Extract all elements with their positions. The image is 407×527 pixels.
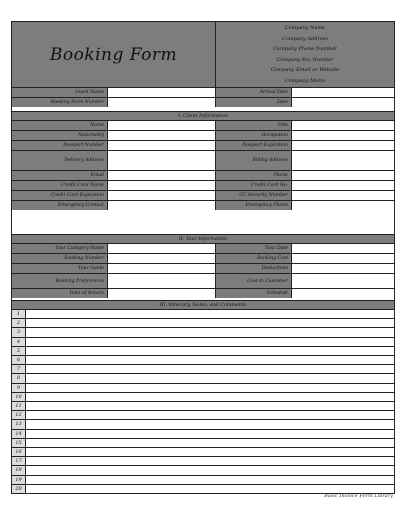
line-number: 11 (12, 402, 26, 410)
line-input[interactable] (26, 328, 394, 336)
line-input[interactable] (26, 319, 394, 327)
section-tour-information: II. Tour Information (12, 234, 394, 243)
top-row-1 (12, 87, 394, 97)
line-input[interactable] (26, 393, 394, 401)
field-label: Credit Card No. (216, 181, 292, 190)
field-input[interactable] (108, 151, 216, 170)
field-label: Name (12, 121, 108, 130)
field-label: Delivery Address (12, 151, 108, 170)
field-label: Emergency Phone (216, 201, 292, 210)
field-row (12, 180, 394, 190)
booking-number-label: Booking Form Number (12, 98, 108, 107)
line-input[interactable] (26, 365, 394, 373)
line-number: 2 (12, 319, 26, 327)
field-row (12, 150, 394, 170)
field-input[interactable] (292, 201, 394, 210)
field-label: Email (12, 171, 108, 180)
line-input[interactable] (26, 384, 394, 392)
guest-name-field[interactable] (108, 88, 216, 97)
line-input[interactable] (26, 402, 394, 410)
company-info (216, 22, 394, 87)
line-number: 9 (12, 384, 26, 392)
line-input[interactable] (26, 476, 394, 484)
line-input[interactable] (26, 439, 394, 447)
field-input[interactable] (108, 201, 216, 210)
field-label: Credit Card Name (12, 181, 108, 190)
itinerary-line (12, 465, 394, 474)
line-number: 18 (12, 466, 26, 474)
top-row-2 (12, 97, 394, 107)
field-input[interactable] (108, 244, 216, 253)
company-fax: Company Fax Number (276, 56, 334, 63)
line-number: 17 (12, 457, 26, 465)
field-label: Occupation (216, 131, 292, 140)
field-input[interactable] (108, 264, 216, 273)
date-label: Date (216, 98, 292, 107)
line-number: 12 (12, 411, 26, 419)
section-itinerary-notes: III. Itinerary, Notes, and Comments (12, 300, 394, 309)
line-input[interactable] (26, 411, 394, 419)
field-label: Credit Card Expiration (12, 191, 108, 200)
field-input[interactable] (108, 289, 216, 298)
field-label: Nationality (12, 131, 108, 140)
itinerary-line (12, 392, 394, 401)
line-number: 20 (12, 485, 26, 493)
date-field[interactable] (292, 98, 394, 107)
field-label: Cost to Customer (216, 274, 292, 288)
line-input[interactable] (26, 420, 394, 428)
field-input[interactable] (292, 151, 394, 170)
title-box (12, 22, 216, 87)
field-label: Booking Preferences (12, 274, 108, 288)
field-input[interactable] (292, 289, 394, 298)
itinerary-line (12, 309, 394, 318)
field-input[interactable] (292, 181, 394, 190)
field-label: CC Security Number (216, 191, 292, 200)
line-input[interactable] (26, 466, 394, 474)
field-label: Deductions (216, 264, 292, 273)
field-input[interactable] (108, 274, 216, 288)
line-input[interactable] (26, 457, 394, 465)
field-input[interactable] (292, 274, 394, 288)
itinerary-line (12, 429, 394, 438)
line-input[interactable] (26, 347, 394, 355)
line-number: 5 (12, 347, 26, 355)
field-label: Passport Number (12, 141, 108, 150)
field-input[interactable] (292, 141, 394, 150)
line-input[interactable] (26, 310, 394, 318)
line-number: 16 (12, 448, 26, 456)
itinerary-line (12, 484, 394, 493)
arrival-date-label: Arrival Date (216, 88, 292, 97)
field-label: Schedule (216, 289, 292, 298)
field-input[interactable] (108, 191, 216, 200)
line-input[interactable] (26, 485, 394, 493)
field-label: Passport Expiration (216, 141, 292, 150)
field-input[interactable] (292, 244, 394, 253)
company-name: Company Name (284, 25, 326, 31)
company-motto: Company Motto (284, 77, 326, 84)
booking-number-field[interactable] (108, 98, 216, 107)
itinerary-line (12, 401, 394, 410)
line-input[interactable] (26, 430, 394, 438)
itinerary-line (12, 364, 394, 373)
guest-name-label: Guest Name (12, 88, 108, 97)
company-phone: Company Phone Number (273, 46, 337, 52)
line-number: 6 (12, 356, 26, 364)
field-row (12, 190, 394, 200)
line-number: 14 (12, 430, 26, 438)
itinerary-line (12, 438, 394, 447)
line-input[interactable] (26, 338, 394, 346)
field-row (12, 263, 394, 273)
field-label: Booking Cost (216, 254, 292, 263)
itinerary-line (12, 475, 394, 484)
footer-note: Basic Invoice Form Library (324, 493, 393, 499)
line-number: 3 (12, 328, 26, 336)
line-number: 8 (12, 374, 26, 382)
line-number: 19 (12, 476, 26, 484)
field-input[interactable] (108, 121, 216, 130)
field-input[interactable] (292, 191, 394, 200)
company-address: Company Address (282, 35, 328, 42)
line-input[interactable] (26, 374, 394, 382)
field-input[interactable] (108, 171, 216, 180)
line-number: 15 (12, 439, 26, 447)
itinerary-line (12, 346, 394, 355)
line-number: 1 (12, 310, 26, 318)
field-input[interactable] (292, 131, 394, 140)
field-label: Tour Category Name (12, 244, 108, 253)
field-label: Date of Return (12, 289, 108, 298)
field-row (12, 243, 394, 253)
arrival-date-field[interactable] (292, 88, 394, 97)
field-label: Tour Guide (12, 264, 108, 273)
itinerary-line (12, 355, 394, 364)
field-input[interactable] (108, 181, 216, 190)
field-input[interactable] (108, 254, 216, 263)
field-row (12, 200, 394, 210)
line-number: 13 (12, 420, 26, 428)
itinerary-line (12, 337, 394, 346)
itinerary-line (12, 410, 394, 419)
field-label: Booking Number (12, 254, 108, 263)
field-input[interactable] (292, 121, 394, 130)
itinerary-line (12, 318, 394, 327)
booking-form (11, 21, 395, 494)
itinerary-line (12, 419, 394, 428)
section-client-information: I. Client Information (12, 111, 394, 120)
form-title: Booking Form (49, 44, 178, 65)
field-input[interactable] (108, 131, 216, 140)
field-input[interactable] (108, 141, 216, 150)
itinerary-line (12, 373, 394, 382)
field-label: Tour Date (216, 244, 292, 253)
field-row (12, 120, 394, 130)
field-row (12, 273, 394, 288)
line-number: 7 (12, 365, 26, 373)
field-row (12, 288, 394, 298)
itinerary-line (12, 327, 394, 336)
field-label: Billing Address (216, 151, 292, 170)
field-input[interactable] (292, 264, 394, 273)
itinerary-line (12, 456, 394, 465)
field-label: Phone (216, 171, 292, 180)
line-number: 10 (12, 393, 26, 401)
field-row (12, 140, 394, 150)
field-row (12, 130, 394, 140)
field-row (12, 253, 394, 263)
company-email: Company Email or Website (270, 67, 340, 73)
field-input[interactable] (292, 254, 394, 263)
field-label: Emergency Contact (12, 201, 108, 210)
line-number: 4 (12, 338, 26, 346)
itinerary-line (12, 383, 394, 392)
line-input[interactable] (26, 448, 394, 456)
form-header (12, 22, 394, 87)
itinerary-line (12, 447, 394, 456)
field-row (12, 170, 394, 180)
field-label: Title (216, 121, 292, 130)
field-input[interactable] (292, 171, 394, 180)
line-input[interactable] (26, 356, 394, 364)
